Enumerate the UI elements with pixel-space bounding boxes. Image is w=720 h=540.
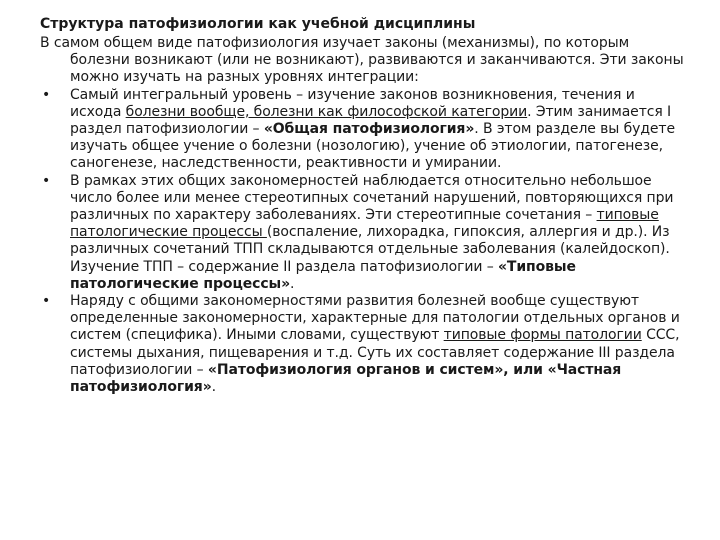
bullet-dot: • bbox=[42, 86, 51, 103]
bullet-text: В рамках этих общих закономерностей наблюдается относительно небольшое число более или менее стереотипных сочетаний нарушений, повторяющихся при различных по характеру заболеваниях. Эти стереотипные сочетания – bbox=[70, 172, 674, 224]
bold-section-name: «Общая патофизиология» bbox=[263, 121, 475, 138]
bullet-text: . bbox=[290, 275, 295, 292]
bullet-item-3 bbox=[40, 293, 690, 396]
bullet-dot: • bbox=[42, 172, 51, 189]
bold-section-name: «Патофизиология органов и систем», или «Частная патофизиология» bbox=[70, 361, 622, 396]
bullet-dot: • bbox=[42, 293, 51, 310]
slide-title: Структура патофизиологии как учебной дисциплины bbox=[40, 16, 476, 32]
intro-paragraph: В самом общем виде патофизиология изучает законы (механизмы), по которым болезни возникают (или не возникают), развиваются и заканчиваются. Эти законы можно изучать на разных уровнях интеграции: bbox=[40, 35, 684, 86]
underlined-term: типовые патологические процессы bbox=[70, 207, 659, 241]
underlined-term: типовые формы патологии bbox=[443, 327, 642, 344]
bullet-text: . Этим занимается I раздел патофизиологии – bbox=[70, 103, 672, 138]
bullet-text: Наряду с общими закономерностями развития болезней вообще существуют определенные закономерности, характерные для патологии отдельных органов и систем (специфика). Иными словами, существуют bbox=[70, 293, 680, 344]
bullet-text: . В этом разделе вы будете изучать общее учение о болезни (нозологию), учение об этиологии, патогенезе, саногенезе, наследственности, реактивности и умирании. bbox=[70, 121, 675, 172]
bullet-text: (воспаление, лихорадка, гипоксия, аллергия и др.). Из различных сочетаний ТПП складываются отдельные заболевания (калейдоскоп). Изучение ТПП – содержание II раздела патофизиологии – bbox=[70, 224, 670, 275]
bullet-text: . bbox=[211, 379, 217, 396]
bullet-item-1 bbox=[40, 87, 690, 173]
bullet-list bbox=[40, 87, 690, 397]
bullet-text: Самый интегральный уровень – изучение законов возникновения, течения и исхода bbox=[70, 86, 635, 120]
bullet-text: ССС, системы дыхания, пищеварения и т.д. Суть их составляет содержание III раздела патофизиологии – bbox=[70, 327, 680, 378]
underlined-term: болезни вообще, болезни как философской категории bbox=[125, 103, 528, 120]
bold-section-name: «Типовые патологические процессы» bbox=[70, 258, 576, 292]
bullet-item-2 bbox=[40, 173, 690, 293]
